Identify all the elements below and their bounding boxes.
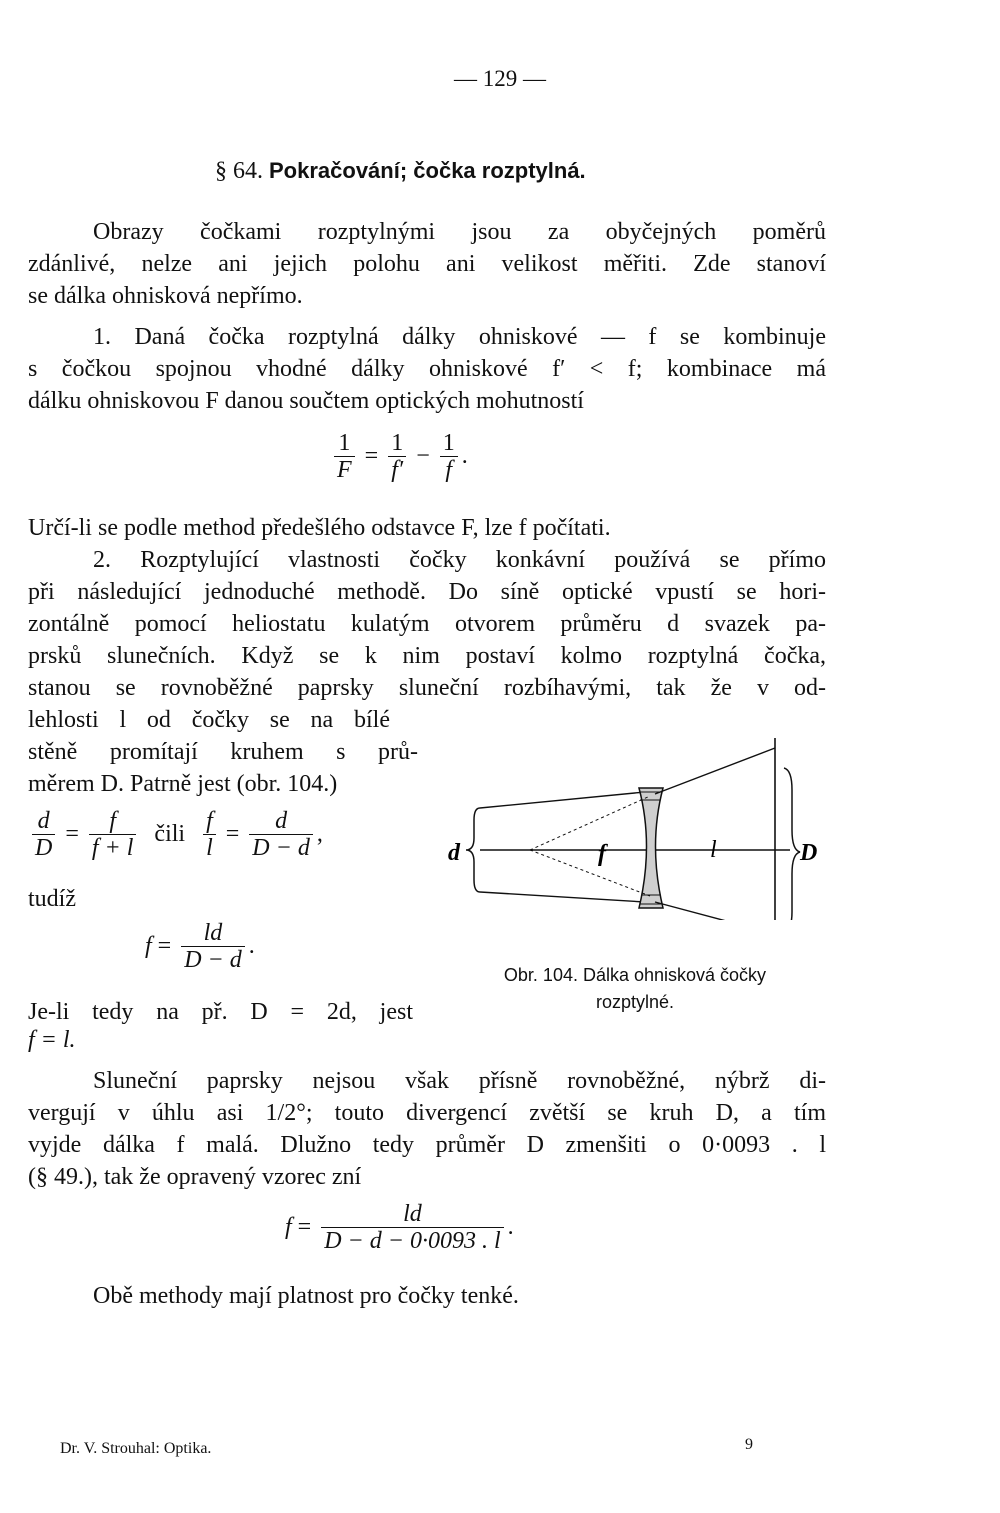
method2-line-3: zontálně pomocí heliostatu kulatým otvorem průměru d svazek pa- <box>28 611 826 637</box>
formula-numerator: d <box>32 808 55 835</box>
formula-numerator: 1 <box>334 430 355 457</box>
method2-narrow-line-2: stěně promítají kruhem s prů- <box>28 739 418 765</box>
equals-sign: = <box>297 1214 312 1240</box>
diverging-ray-bottom <box>655 902 775 920</box>
equals-sign: = <box>225 821 240 847</box>
label-l: l <box>710 837 717 863</box>
formula-period: . <box>248 933 255 959</box>
formula-denominator: D − d <box>252 835 310 861</box>
formula-numerator: 1 <box>440 430 458 457</box>
label-D: D <box>800 840 818 866</box>
method2-narrow-line-3: měrem D. Patrně jest (obr. 104.) <box>28 771 338 797</box>
formula-denominator: D − d <box>184 947 242 973</box>
method1-line-3: dálku ohniskovou F danou součtem optických mohutností <box>28 388 584 414</box>
beam-bracket <box>466 808 480 892</box>
lens-combination-formula <box>330 430 468 483</box>
equals-sign: = <box>65 821 79 847</box>
formula-denominator: f′ <box>391 457 404 483</box>
formula-numerator: ld <box>321 1201 503 1228</box>
formula-numerator: f <box>89 808 137 835</box>
label-d: d <box>448 840 460 866</box>
divergence-line-3: vyjde dálka f malá. Dlužno tedy průměr D zmenšiti o 0·0093 . l <box>28 1132 826 1158</box>
conclusion-line-2: f = l. <box>28 1027 76 1053</box>
ratio-formula <box>28 808 323 861</box>
formula-numerator: 1 <box>388 430 406 457</box>
formula-numerator: ld <box>181 920 245 947</box>
label-f: f <box>598 841 606 867</box>
formula-denominator: D <box>35 835 53 861</box>
formula-lhs: f <box>285 1214 292 1240</box>
closing-sentence: Obě methody mají platnost pro čočky tenké. <box>93 1283 519 1309</box>
method1-line-2: s čočkou spojnou vhodné dálky ohniskové f′ < f; kombinace má <box>28 356 826 382</box>
equals-sign: = <box>364 443 379 469</box>
ray-top <box>480 792 645 808</box>
concave-lens <box>639 788 663 908</box>
formula-comma: , <box>316 821 323 847</box>
conclusion-line-1: Je-li tedy na př. D = 2d, jest <box>28 999 413 1025</box>
method1-after: Určí-li se podle method předešlého odstavce F, lze f počítati. <box>28 515 611 541</box>
virtual-ray-top <box>530 796 650 850</box>
divergence-line-4: (§ 49.), tak že opravený vzorec zní <box>28 1164 362 1190</box>
section-title: Pokračování; čočka rozptylná. <box>269 158 586 183</box>
method2-line-5: stanou se rovnoběžné paprsky sluneční rozbíhavými, tak že v od- <box>28 675 826 701</box>
formula-denominator: D − d − 0·0093 . l <box>324 1228 501 1254</box>
section-heading <box>215 156 586 186</box>
diverging-ray-top <box>655 748 775 794</box>
ray-bottom <box>480 892 645 902</box>
printer-signature: 9 <box>745 1436 753 1453</box>
method2-narrow-line-1: lehlosti l od čočky se na bílé <box>28 707 390 733</box>
word-tudiz: tudíž <box>28 886 76 912</box>
section-symbol: § 64. <box>215 158 263 184</box>
formula-period: . <box>507 1214 514 1240</box>
method1-line-1: 1. Daná čočka rozptylná dálky ohniskové — f se kombinuje <box>93 324 826 350</box>
screen-bracket <box>784 768 800 920</box>
formula-denominator: F <box>337 457 352 483</box>
formula-period: . <box>461 443 468 469</box>
minus-sign: − <box>416 443 430 469</box>
formula-denominator: f <box>445 457 453 483</box>
formula-numerator: f <box>203 808 216 835</box>
virtual-ray-bottom <box>530 850 650 896</box>
equals-sign: = <box>157 933 172 959</box>
method2-line-2: při následující jednoduché methodě. Do síně optické vpustí se hori- <box>28 579 826 605</box>
formula-denominator: l <box>206 835 213 861</box>
formula-lhs: f <box>145 933 152 959</box>
intro-line-3: se dálka ohnisková nepřímo. <box>28 283 303 309</box>
figure-caption-line-1: Obr. 104. Dálka ohnisková čočky <box>503 965 767 985</box>
corrected-formula <box>285 1201 514 1254</box>
word-cili: čili <box>154 821 186 847</box>
method2-line-4: prsků slunečních. Když se k nim postaví kolmo rozptylná čočka, <box>28 643 826 669</box>
method2-line-1: 2. Rozptylující vlastnosti čočky konkávní používá se přímo <box>93 547 826 573</box>
intro-line-1: Obrazy čočkami rozptylnými jsou za obyčejných poměrů <box>93 219 826 245</box>
focal-length-formula <box>145 920 255 973</box>
divergence-line-2: vergují v úhlu asi 1/2°; touto divergencí zvětší se kruh D, a tím <box>28 1100 826 1126</box>
formula-denominator: f + l <box>91 835 134 861</box>
intro-line-2: zdánlivé, nelze ani jejich polohu ani velikost měřiti. Zde stanoví <box>28 251 826 277</box>
footer-author: Dr. V. Strouhal: Optika. <box>60 1440 212 1457</box>
figure-caption-line-2: rozptylné. <box>595 992 675 1012</box>
formula-numerator: d <box>249 808 313 835</box>
lens-diagram <box>440 730 840 920</box>
page-number: — 129 — <box>454 66 546 91</box>
divergence-line-1: Sluneční paprsky nejsou však přísně rovnoběžné, nýbrž di- <box>93 1068 826 1094</box>
